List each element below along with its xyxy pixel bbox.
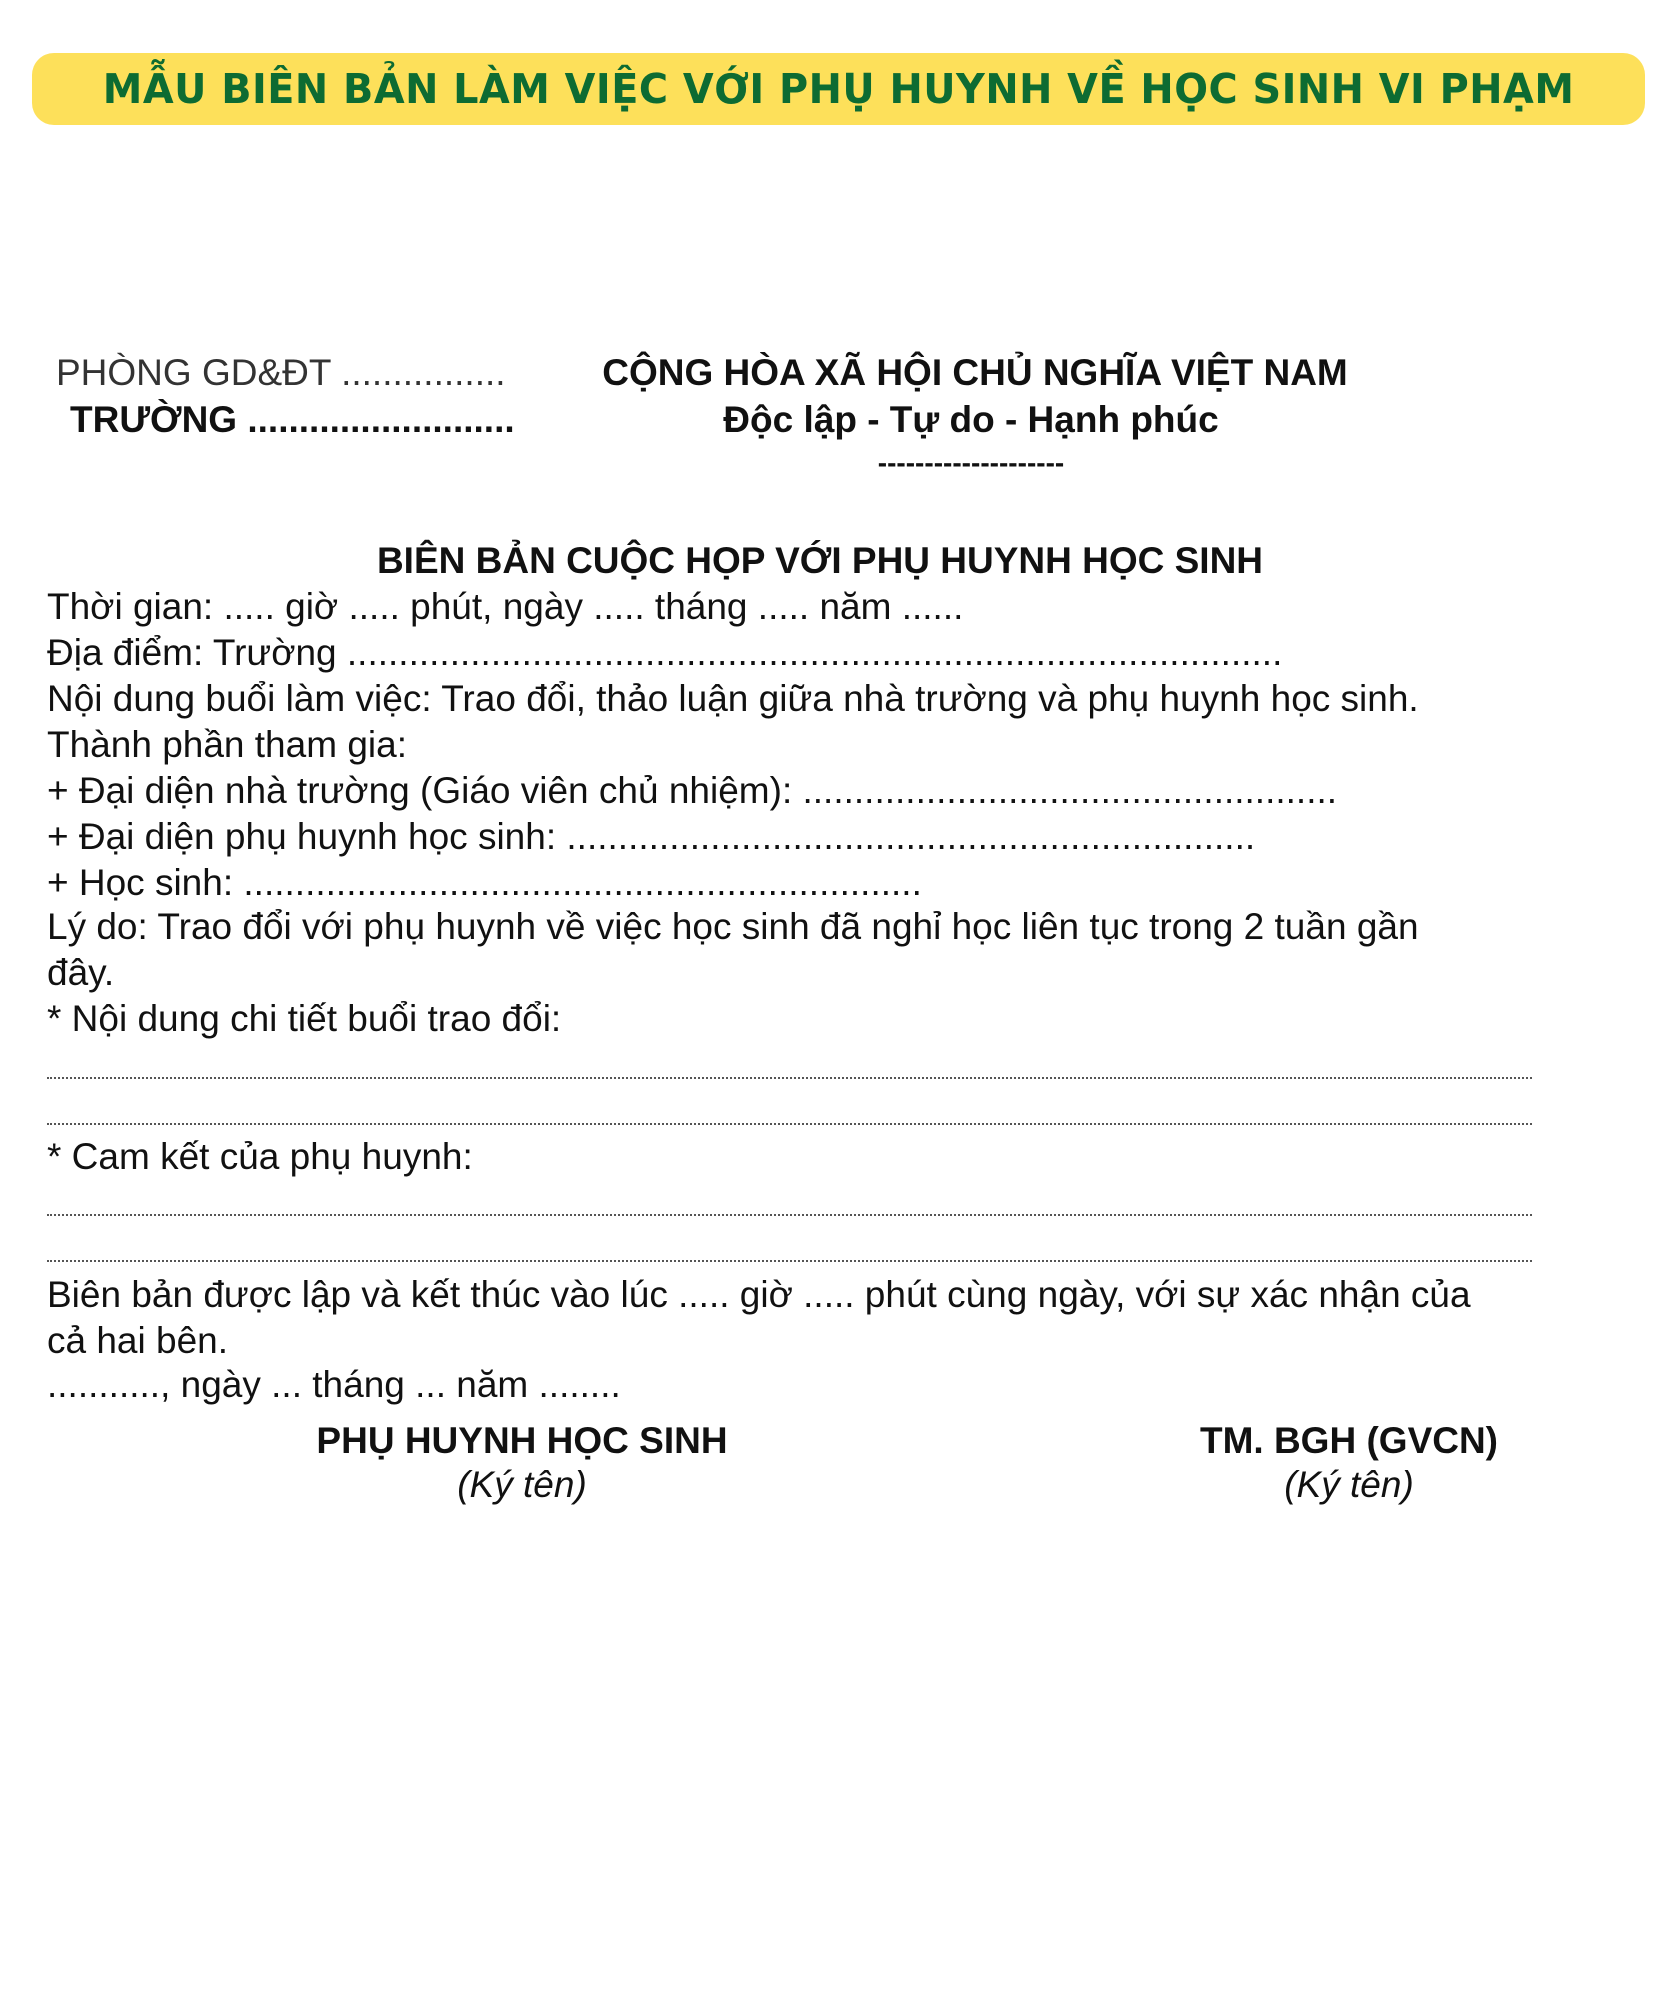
commitment-blank-line-1 bbox=[47, 1214, 1532, 1216]
participant-teacher: + Đại diện nhà trường (Giáo viên chủ nhiệm): .................................................... bbox=[47, 770, 1338, 811]
date-line: ..........., ngày ... tháng ... năm ........ bbox=[47, 1364, 621, 1405]
time-line: Thời gian: ..... giờ ..... phút, ngày ..... tháng ..... năm ...... bbox=[47, 586, 964, 627]
commitment-blank-line-2 bbox=[47, 1260, 1532, 1262]
banner-title: MẪU BIÊN BẢN LÀM VIỆC VỚI PHỤ HUYNH VỀ HỌC SINH VI PHẠM bbox=[102, 65, 1575, 113]
republic-heading: CỘNG HÒA XÃ HỘI CHỦ NGHĨA VIỆT NAM bbox=[602, 352, 1348, 393]
school-signature-title: TM. BGH (GVCN) bbox=[1199, 1420, 1499, 1461]
document-title: BIÊN BẢN CUỘC HỌP VỚI PHỤ HUYNH HỌC SINH bbox=[376, 540, 1264, 581]
closing-line-2: cả hai bên. bbox=[47, 1320, 229, 1361]
motto: Độc lập - Tự do - Hạnh phúc bbox=[723, 399, 1219, 440]
detail-blank-line-1 bbox=[47, 1077, 1532, 1079]
detail-blank-line-2 bbox=[47, 1123, 1532, 1125]
closing-line-1: Biên bản được lập và kết thúc vào lúc ..... giờ ..... phút cùng ngày, với sự xác nhận của bbox=[47, 1274, 1471, 1315]
content-line: Nội dung buổi làm việc: Trao đổi, thảo luận giữa nhà trường và phụ huynh học sinh. bbox=[47, 678, 1419, 719]
parent-signature-title: PHỤ HUYNH HỌC SINH bbox=[316, 1420, 728, 1461]
detail-heading: * Nội dung chi tiết buổi trao đổi: bbox=[47, 998, 562, 1039]
parent-signature-note: (Ký tên) bbox=[457, 1464, 587, 1505]
participants-heading: Thành phần tham gia: bbox=[47, 724, 407, 765]
school-signature-note: (Ký tên) bbox=[1284, 1464, 1414, 1505]
title-banner bbox=[32, 53, 1645, 125]
motto-divider: -------------------- bbox=[877, 447, 1065, 478]
reason-line-1: Lý do: Trao đổi với phụ huynh về việc học sinh đã nghỉ học liên tục trong 2 tuần gần bbox=[47, 906, 1419, 947]
department-line: PHÒNG GD&ĐT ................ bbox=[56, 352, 506, 393]
school-line: TRƯỜNG .......................... bbox=[70, 399, 515, 440]
reason-line-2: đây. bbox=[47, 952, 115, 993]
participant-parent: + Đại diện phụ huynh học sinh: ................................................................... bbox=[47, 816, 1256, 857]
participant-student: + Học sinh: .................................................................. bbox=[47, 862, 922, 903]
place-line: Địa điểm: Trường ........................................................................................... bbox=[47, 632, 1283, 673]
commitment-heading: * Cam kết của phụ huynh: bbox=[47, 1136, 473, 1177]
